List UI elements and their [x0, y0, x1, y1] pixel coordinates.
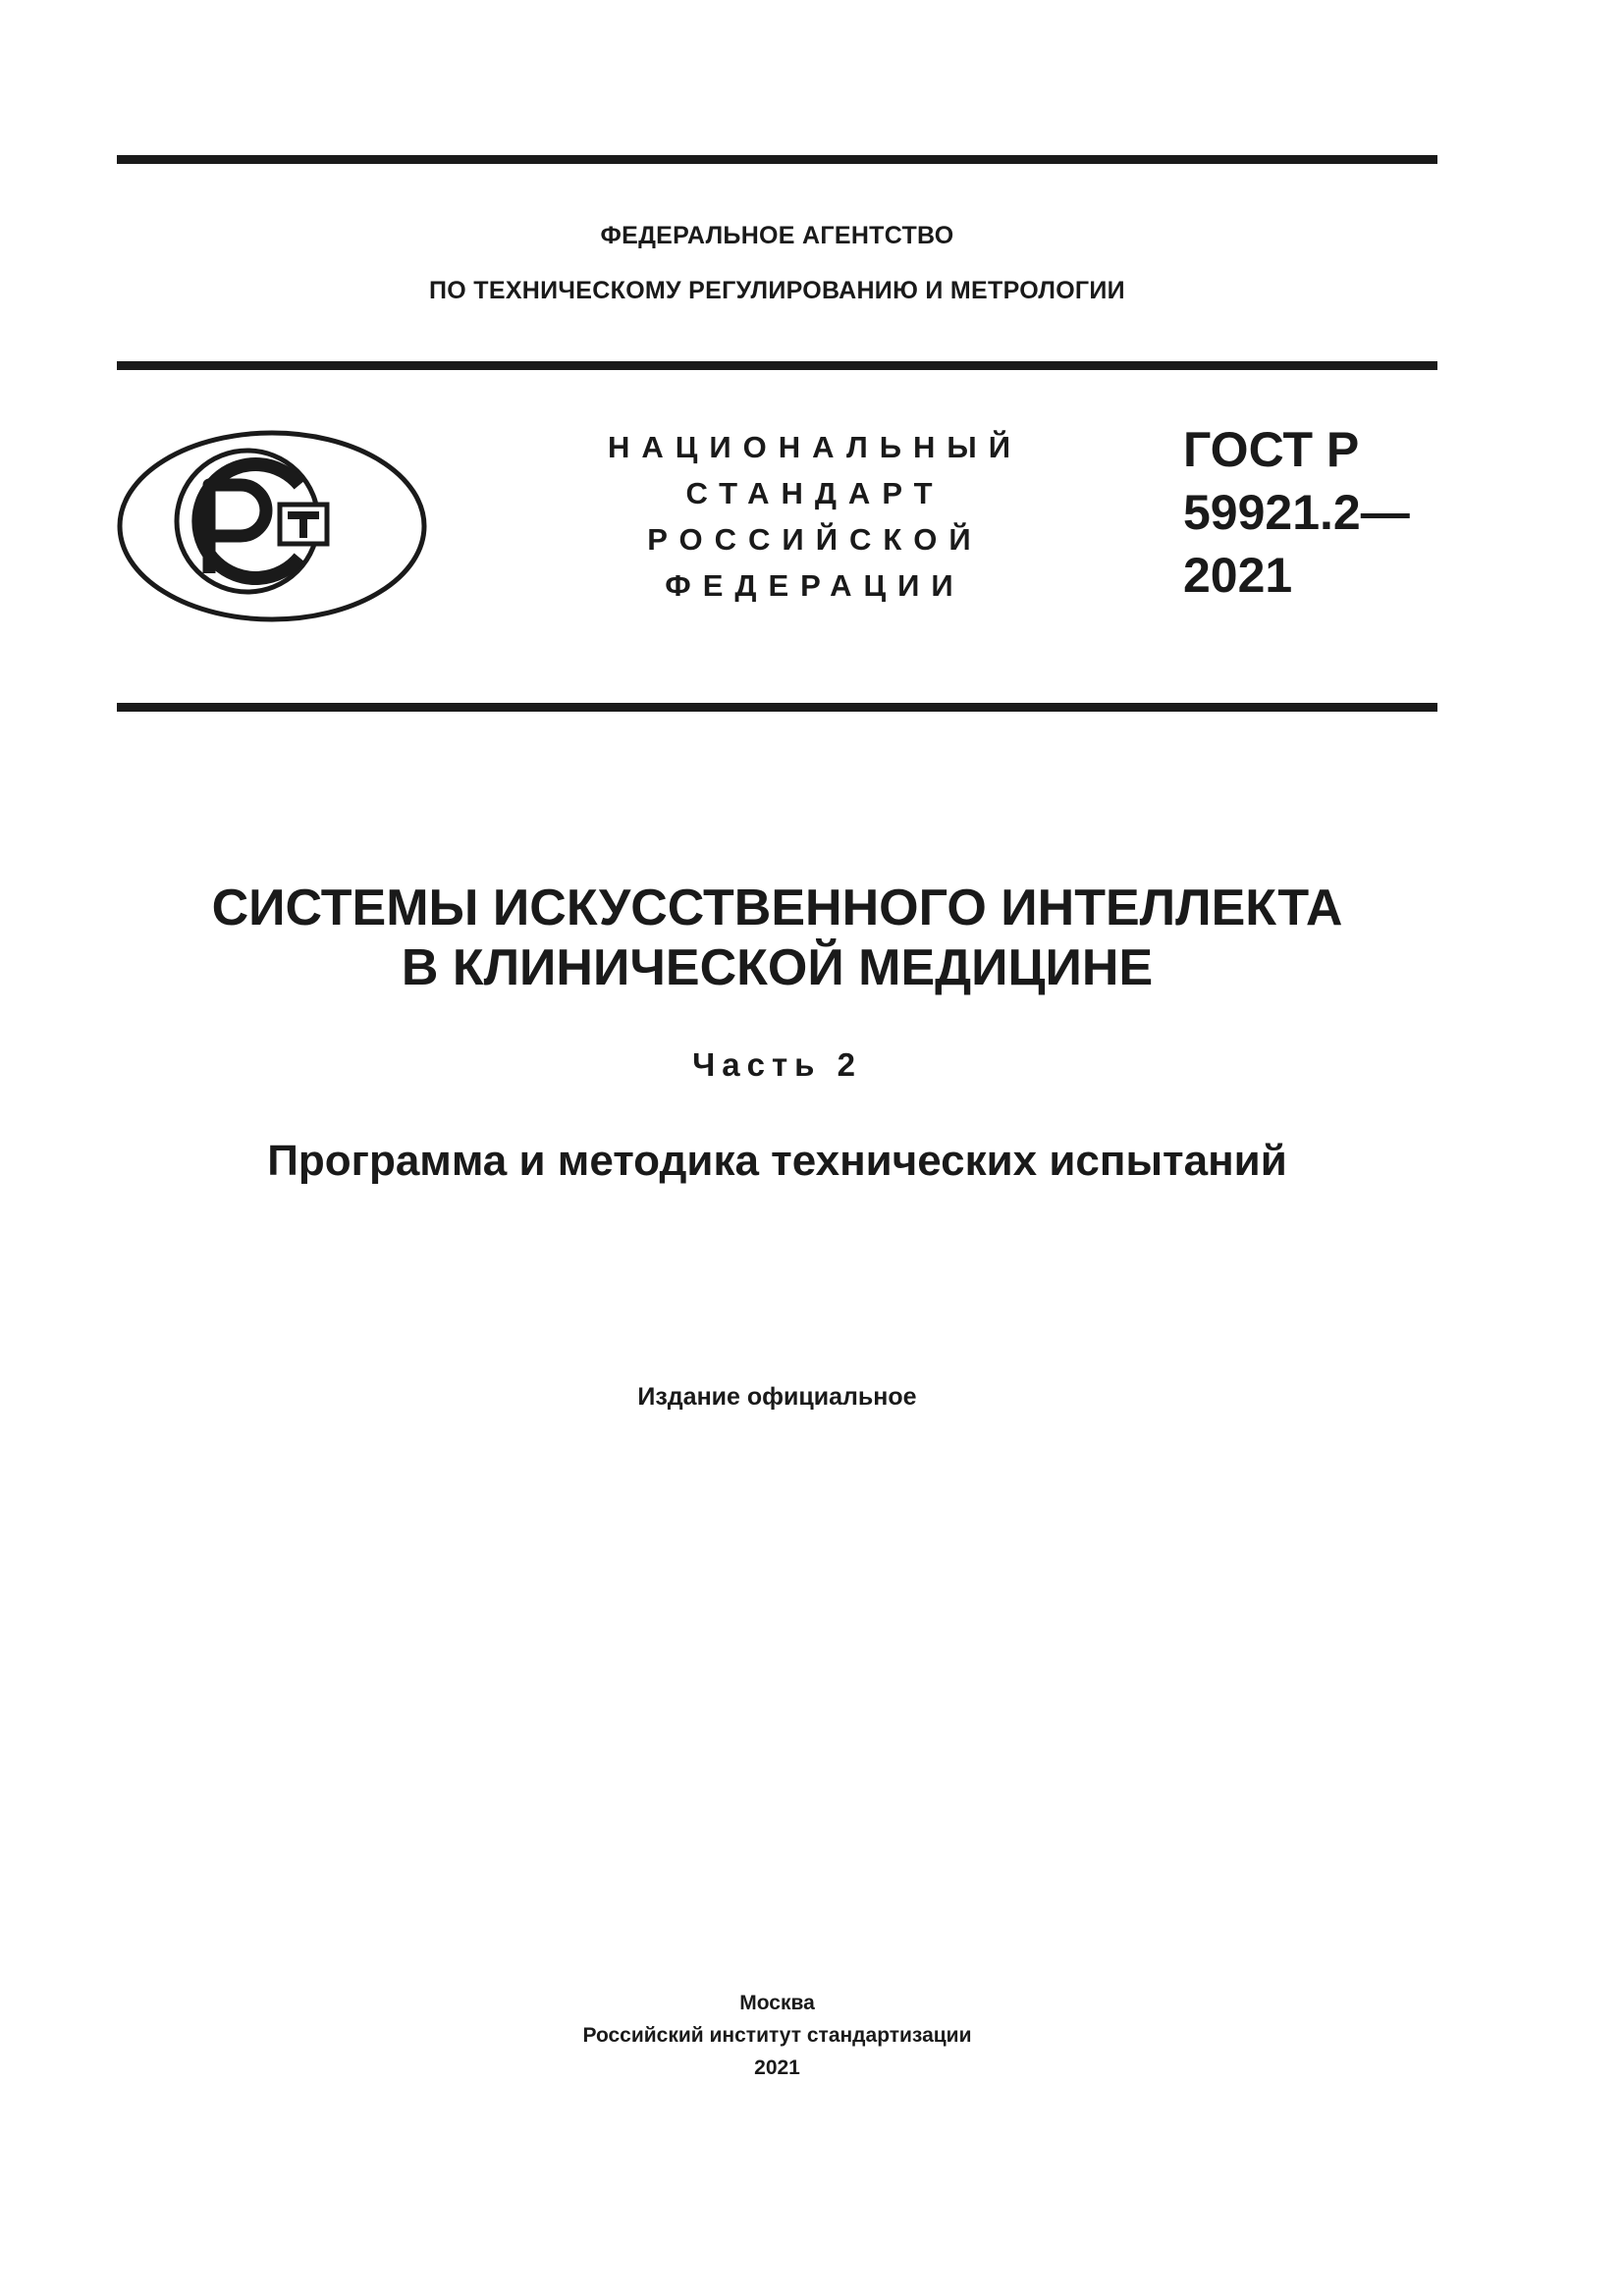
imprint — [117, 1987, 1437, 2084]
title-line-2: В КЛИНИЧЕСКОЙ МЕДИЦИНЕ — [401, 939, 1154, 996]
standard-type-line-1: НАЦИОНАЛЬНЫЙ — [607, 430, 1023, 464]
top-rule — [117, 155, 1437, 164]
edition-label: Издание официальное — [637, 1383, 917, 1411]
header-rule — [117, 361, 1437, 370]
title-line-1: СИСТЕМЫ ИСКУССТВЕННОГО ИНТЕЛЛЕКТА — [211, 880, 1343, 936]
document-subtitle: Программа и методика технических испытаний — [267, 1137, 1287, 1185]
standard-designation — [1183, 418, 1448, 607]
agency-line-2: ПО ТЕХНИЧЕСКОМУ РЕГУЛИРОВАНИЮ И МЕТРОЛОГИИ — [429, 277, 1125, 304]
standard-type-line-3: РОССИЙСКОЙ — [647, 522, 983, 557]
agency-line-1: ФЕДЕРАЛЬНОЕ АГЕНТСТВО — [600, 222, 954, 249]
rst-conformity-mark-icon — [115, 428, 429, 624]
designation-line-3: 2021 — [1183, 548, 1293, 603]
designation-rule — [117, 703, 1437, 712]
standard-type — [545, 424, 1085, 609]
standard-type-line-2: СТАНДАРТ — [685, 476, 945, 510]
document-title — [117, 879, 1437, 998]
designation-line-2: 59921.2— — [1183, 485, 1410, 540]
standard-type-line-4: ФЕДЕРАЦИИ — [665, 568, 965, 603]
designation-line-1: ГОСТ Р — [1183, 422, 1360, 477]
imprint-year: 2021 — [754, 2056, 800, 2079]
imprint-city: Москва — [739, 1992, 815, 2014]
part-number: Часть 2 — [692, 1046, 862, 1083]
imprint-publisher: Российский институт стандартизации — [582, 2024, 972, 2047]
